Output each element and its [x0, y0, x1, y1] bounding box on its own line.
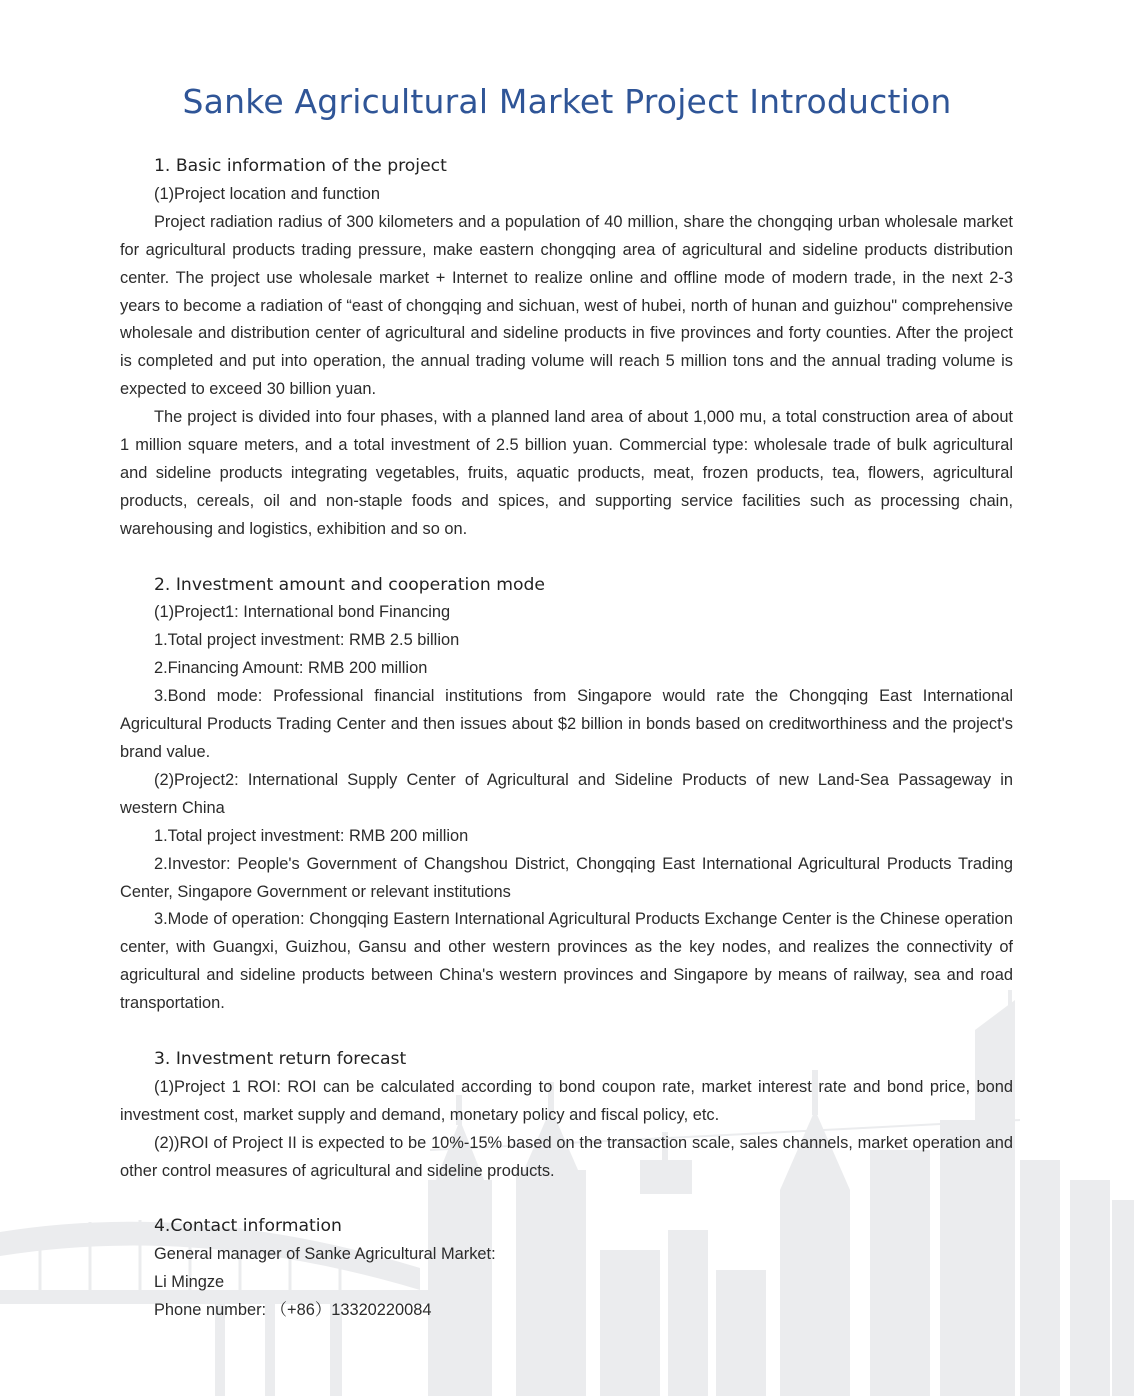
- paragraph: Project radiation radius of 300 kilometers and a population of 40 million, share the chongqing urban wholesale market for agricultural products trading pressure, make eastern chongqing area of agricultural and sideline products distribution center. The project use wholesale market + Internet to realize online and offline mode of modern trade, in the next 2-3 years to become a radiation of “east of chongqing and sichuan, west of hubei, north of hunan and guizhou" comprehensive wholesale and distribution center of agricultural and sideline products in five provinces and forty counties. After the project is completed and put into operation, the annual trading volume will reach 5 million tons and the annual trading volume is expected to exceed 30 billion yuan.: [120, 212, 1013, 399]
- paragraph: 1.Total project investment: RMB 200 million: [154, 826, 469, 845]
- section-heading-return-forecast: 3. Investment return forecast: [154, 1048, 407, 1069]
- paragraph: 2.Investor: People's Government of Changshou District, Chongqing East International Agricultural Products Trading Center, Singapore Government or relevant institutions: [120, 854, 1013, 901]
- paragraph: 3.Bond mode: Professional financial institutions from Singapore would rate the Chongqing East International Agricultural Products Trading Center and then issues about $2 billion in bonds based on creditworthiness and the project's brand value.: [120, 687, 1013, 762]
- paragraph: 3.Mode of operation: Chongqing Eastern International Agricultural Products Exchange Center is the Chinese operation center, with Guangxi, Guizhou, Gansu and other western provinces as the key nodes, and realizes the connectivity of agricultural and sideline products between China's western provinces and Singapore by means of railway, sea and road transportation.: [120, 910, 1013, 1013]
- paragraph: (1)Project 1 ROI: ROI can be calculated according to bond coupon rate, market interest rate and bond price, bond investment cost, market supply and demand, monetary policy and fiscal policy, etc.: [120, 1077, 1013, 1124]
- paragraph: 2.Financing Amount: RMB 200 million: [154, 659, 428, 678]
- section-heading-basic-info: 1. Basic information of the project: [154, 156, 447, 176]
- paragraph: 1.Total project investment: RMB 2.5 billion: [154, 631, 460, 650]
- document-body: [120, 153, 1013, 1325]
- section-heading-investment: 2. Investment amount and cooperation mode: [154, 574, 545, 595]
- paragraph: (2))ROI of Project II is expected to be 10%-15% based on the transaction scale, sales channels, market operation and other control measures of agricultural and sideline products.: [120, 1133, 1013, 1180]
- paragraph: (2)Project2: International Supply Center of Agricultural and Sideline Products of new Land-Sea Passageway in western China: [120, 770, 1013, 817]
- contact-title: General manager of Sanke Agricultural Market:: [154, 1245, 496, 1264]
- subheading-location: (1)Project location and function: [154, 184, 380, 203]
- paragraph: The project is divided into four phases, with a planned land area of about 1,000 mu, a total construction area of about 1 million square meters, and a total investment of 2.5 billion yuan. Commercial type: wholesale trade of bulk agricultural and sideline products integrating vegetables, fruits, aquatic products, meat, frozen products, tea, flowers, agricultural products, cereals, oil and non-staple foods and spices, and supporting service facilities such as processing chain, warehousing and logistics, exhibition and so on.: [120, 408, 1013, 538]
- contact-phone: Phone number: （+86）13320220084: [154, 1301, 432, 1320]
- contact-name: Li Mingze: [154, 1273, 225, 1292]
- paragraph: (1)Project1: International bond Financing: [154, 603, 451, 622]
- section-heading-contact: 4.Contact information: [154, 1216, 342, 1237]
- page-title: Sanke Agricultural Market Project Introduction: [182, 82, 952, 121]
